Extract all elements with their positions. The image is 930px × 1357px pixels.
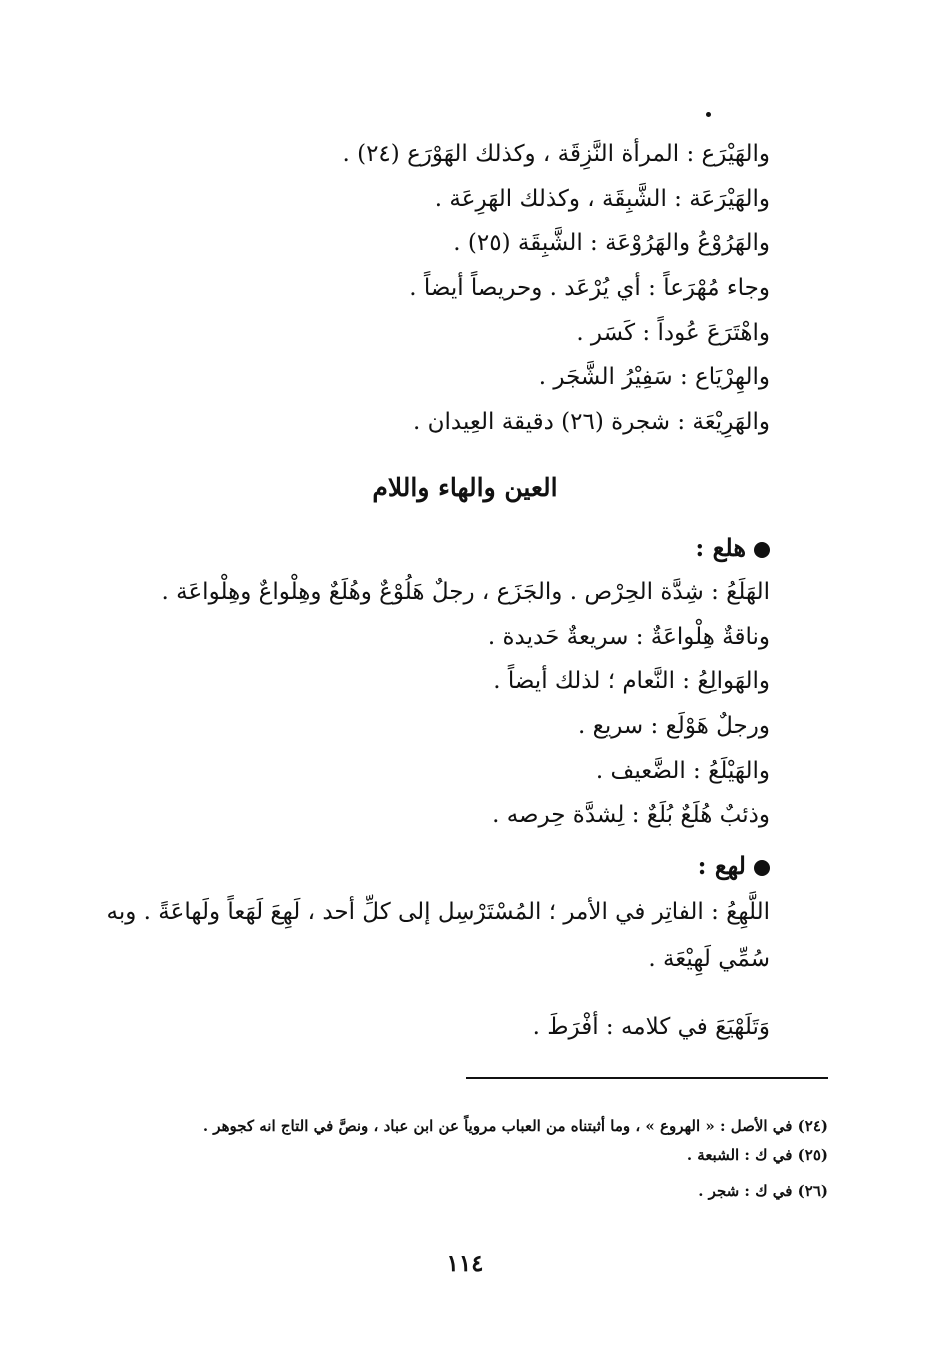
footnote: (٢٥) في ك : الشبعة . <box>686 1146 828 1164</box>
bullet-icon <box>754 860 770 876</box>
text-line: ورجلٌ هَوْلَع : سريع . <box>577 713 770 739</box>
text-line: والهَيْرَعَة : الشَّبِقَة ، وكذلك الهَرِعَة . <box>434 186 770 212</box>
text-line: والهَرِيْعَة : شجرة (٢٦) دقيقة العِيدان . <box>412 409 770 435</box>
entry-title <box>698 848 770 884</box>
footnote: (٢٤) في الأصل : « الهروع » ، وما أثبتناه من العباب مروياً عن ابن عباد ، ونصَّ في التاج انه كجوهر . <box>202 1117 828 1135</box>
text-line: واهْتَرَعَ عُوداً : كَسَر . <box>576 320 770 346</box>
footnote: (٢٦) في ك : شجر . <box>698 1182 828 1200</box>
text-line: وَتَلَهْيَعَ في كلامه : أفْرَطَ . <box>532 1014 770 1040</box>
footnote-divider <box>466 1077 828 1079</box>
page-number: ١١٤ <box>446 1250 484 1277</box>
text-line: والهَرُوْعُ والهَرُوْعَة : الشَّبِقَة (٢٥) . <box>453 230 770 256</box>
entry-title-text: هلع : <box>695 533 746 562</box>
entry-title-text: لهع : <box>697 851 746 880</box>
section-heading: العين والهاء واللام <box>372 473 558 502</box>
text-line: سُمِّي لَهِيْعَة . <box>648 946 770 972</box>
text-line: وجاء مُهْرَعاً : أي يُرْعَد . وحريصاً أيضاً . <box>409 275 770 301</box>
text-line: والهَيْرَع : المرأة النَّزِقَة ، وكذلك الهَوْرَع (٢٤) . <box>342 141 770 167</box>
text-line: والهِرْيَاع : سَفِيْرُ الشَّجَر . <box>538 364 770 390</box>
text-line: والهَيْلَعُ : الضَّعيف . <box>595 758 770 784</box>
text-line: الهَلَعُ : شِدَّة الحِرْص . والجَزَع ، رجلٌ هَلُوْعٌ وهُلَعٌ وهِلْواعٌ وهِلْواعَة . <box>161 579 770 605</box>
bullet-icon <box>754 542 770 558</box>
entry-title <box>695 530 770 566</box>
text-line: وذئبٌ هُلَعٌ بُلَعٌ : لِشدَّة حِرصه . <box>492 802 770 828</box>
text-line: وناقةٌ هِلْواعَةٌ : سريعةٌ حَديدة . <box>487 624 770 650</box>
text-line: والهَوالِعُ : النَّعام ؛ لذلك أيضاً . <box>493 668 770 694</box>
text-line: اللَّهِعُ : الفاتِر في الأمر ؛ المُسْتَرْسِل إلى كلِّ أحد ، لَهِعَ لَهَعاً ولَهاعَةً . وبه <box>106 899 770 925</box>
stray-mark <box>706 112 711 117</box>
